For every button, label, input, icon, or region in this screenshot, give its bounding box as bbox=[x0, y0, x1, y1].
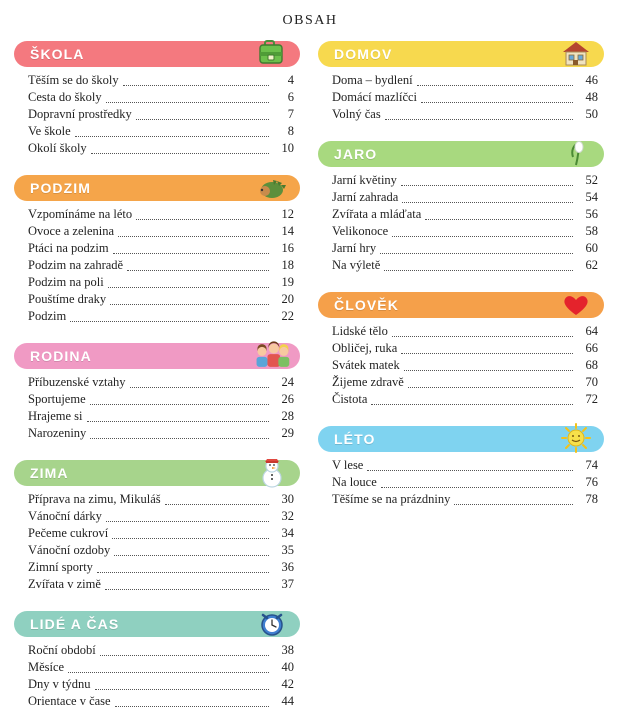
leader-dots bbox=[68, 671, 269, 673]
toc-entry[interactable]: Podzim 22 bbox=[28, 309, 294, 323]
leader-dots bbox=[118, 235, 269, 237]
section-rodina bbox=[14, 343, 300, 442]
leader-dots bbox=[75, 135, 269, 137]
section-title-domov: DOMOV bbox=[334, 46, 393, 62]
leader-dots bbox=[87, 420, 270, 422]
toc-entry[interactable]: Vánoční dárky 32 bbox=[28, 509, 294, 523]
leader-dots bbox=[384, 269, 573, 271]
contents-column-right bbox=[318, 41, 604, 512]
section-banner-zima[interactable] bbox=[14, 460, 300, 486]
toc-entry[interactable]: Dny v týdnu 42 bbox=[28, 677, 294, 691]
leader-dots bbox=[110, 303, 269, 305]
leader-dots bbox=[95, 688, 270, 690]
leader-dots bbox=[425, 218, 573, 220]
toc-entry[interactable]: Dopravní prostředky 7 bbox=[28, 107, 294, 121]
section-banner-skola[interactable] bbox=[14, 41, 300, 67]
section-podzim bbox=[14, 175, 300, 325]
leader-dots bbox=[114, 554, 269, 556]
toc-entry[interactable]: Narozeniny 29 bbox=[28, 426, 294, 440]
section-skola bbox=[14, 41, 300, 157]
toc-entry[interactable]: Zvířata a mláďata 56 bbox=[332, 207, 598, 221]
leader-dots bbox=[136, 118, 269, 120]
section-title-leto: LÉTO bbox=[334, 431, 376, 447]
section-jaro bbox=[318, 141, 604, 274]
section-banner-lide-a-cas[interactable] bbox=[14, 611, 300, 637]
contents-columns bbox=[14, 41, 606, 714]
toc-entry[interactable]: Sportujeme 26 bbox=[28, 392, 294, 406]
leader-dots bbox=[91, 152, 269, 154]
entries-rodina bbox=[14, 374, 300, 442]
snowman-icon bbox=[252, 452, 292, 492]
toc-entry[interactable]: Ptáci na podzim 16 bbox=[28, 241, 294, 255]
family-icon bbox=[252, 335, 292, 375]
leader-dots bbox=[380, 252, 573, 254]
toc-entry[interactable]: Vánoční ozdoby 35 bbox=[28, 543, 294, 557]
toc-entry[interactable]: Roční období 38 bbox=[28, 643, 294, 657]
leader-dots bbox=[392, 235, 573, 237]
leader-dots bbox=[106, 520, 269, 522]
entries-clovek bbox=[318, 323, 604, 408]
section-leto bbox=[318, 426, 604, 508]
toc-entry[interactable]: Cesta do školy 6 bbox=[28, 90, 294, 104]
entries-podzim bbox=[14, 206, 300, 325]
leader-dots bbox=[112, 537, 269, 539]
section-title-rodina: RODINA bbox=[30, 348, 92, 364]
leader-dots bbox=[401, 184, 573, 186]
section-zima bbox=[14, 460, 300, 593]
toc-entry[interactable]: Na výletě 62 bbox=[332, 258, 598, 272]
contents-column-left bbox=[14, 41, 300, 714]
toc-entry[interactable]: Zimní sporty 36 bbox=[28, 560, 294, 574]
toc-entry[interactable]: Ovoce a zelenina 14 bbox=[28, 224, 294, 238]
leader-dots bbox=[136, 218, 269, 220]
entries-leto bbox=[318, 457, 604, 508]
leader-dots bbox=[105, 588, 269, 590]
toc-entry[interactable]: Pouštíme draky 20 bbox=[28, 292, 294, 306]
toc-entry[interactable]: Vzpomínáme na léto 12 bbox=[28, 207, 294, 221]
leader-dots bbox=[123, 84, 269, 86]
leader-dots bbox=[90, 403, 269, 405]
leader-dots bbox=[97, 571, 269, 573]
toc-entry[interactable]: Zvířata v zimě 37 bbox=[28, 577, 294, 591]
leader-dots bbox=[402, 201, 573, 203]
toc-entry[interactable]: Těšíme se na prázdniny 78 bbox=[332, 492, 598, 506]
alarm-clock-icon bbox=[252, 603, 292, 643]
toc-entry[interactable]: Jarní hry 60 bbox=[332, 241, 598, 255]
leader-dots bbox=[90, 437, 269, 439]
toc-entry[interactable]: Volný čas 50 bbox=[332, 107, 598, 121]
toc-entry[interactable]: Podzim na poli 19 bbox=[28, 275, 294, 289]
leader-dots bbox=[421, 101, 573, 103]
leader-dots bbox=[115, 705, 269, 707]
leader-dots bbox=[165, 503, 269, 505]
toc-entry[interactable]: Hrajeme si 28 bbox=[28, 409, 294, 423]
toc-entry[interactable]: Obličej, ruka 66 bbox=[332, 341, 598, 355]
leader-dots bbox=[371, 403, 573, 405]
leader-dots bbox=[127, 269, 269, 271]
leader-dots bbox=[385, 118, 573, 120]
toc-entry[interactable]: V lese 74 bbox=[332, 458, 598, 472]
page-title: OBSAH bbox=[282, 13, 338, 28]
toc-entry[interactable]: Jarní květiny 52 bbox=[332, 173, 598, 187]
section-banner-clovek[interactable] bbox=[318, 292, 604, 318]
snowdrop-flower-icon bbox=[556, 133, 596, 173]
toc-entry[interactable]: Okolí školy 10 bbox=[28, 141, 294, 155]
entries-domov bbox=[318, 72, 604, 123]
entries-lide-a-cas bbox=[14, 642, 300, 710]
toc-entry[interactable]: Domácí mazlíčci 48 bbox=[332, 90, 598, 104]
toc-entry[interactable]: Těším se do školy 4 bbox=[28, 73, 294, 87]
leader-dots bbox=[106, 101, 269, 103]
toc-entry[interactable]: Měsíce 40 bbox=[28, 660, 294, 674]
leader-dots bbox=[100, 654, 269, 656]
toc-entry[interactable]: Žijeme zdravě 70 bbox=[332, 375, 598, 389]
section-title-skola: ŠKOLA bbox=[30, 46, 85, 62]
sun-icon bbox=[556, 418, 596, 458]
section-banner-leto[interactable] bbox=[318, 426, 604, 452]
toc-entry[interactable]: Pečeme cukroví 34 bbox=[28, 526, 294, 540]
toc-entry[interactable]: Velikonoce 58 bbox=[332, 224, 598, 238]
heart-icon bbox=[556, 284, 596, 324]
leader-dots bbox=[130, 386, 269, 388]
section-title-clovek: ČLOVĚK bbox=[334, 297, 399, 313]
leader-dots bbox=[401, 352, 573, 354]
section-title-lide-a-cas: LIDÉ A ČAS bbox=[30, 616, 120, 632]
leader-dots bbox=[404, 369, 573, 371]
leader-dots bbox=[70, 320, 269, 322]
toc-entry[interactable]: Podzim na zahradě 18 bbox=[28, 258, 294, 272]
section-banner-domov[interactable] bbox=[318, 41, 604, 67]
toc-entry[interactable]: Doma – bydlení 46 bbox=[332, 73, 598, 87]
toc-entry[interactable]: Čistota 72 bbox=[332, 392, 598, 406]
hedgehog-icon bbox=[252, 167, 292, 207]
toc-entry[interactable]: Příbuzenské vztahy 24 bbox=[28, 375, 294, 389]
toc-entry[interactable]: Ve škole 8 bbox=[28, 124, 294, 138]
entries-skola bbox=[14, 72, 300, 157]
house-icon bbox=[556, 33, 596, 73]
leader-dots bbox=[408, 386, 573, 388]
section-lide-a-cas bbox=[14, 611, 300, 710]
section-domov bbox=[318, 41, 604, 123]
leader-dots bbox=[417, 84, 573, 86]
toc-entry[interactable]: Na louce 76 bbox=[332, 475, 598, 489]
toc-entry[interactable]: Svátek matek 68 bbox=[332, 358, 598, 372]
section-title-zima: ZIMA bbox=[30, 465, 69, 481]
section-title-podzim: PODZIM bbox=[30, 180, 92, 196]
leader-dots bbox=[367, 469, 573, 471]
toc-entry[interactable]: Jarní zahrada 54 bbox=[332, 190, 598, 204]
section-title-jaro: JARO bbox=[334, 146, 378, 162]
toc-entry[interactable]: Lidské tělo 64 bbox=[332, 324, 598, 338]
leader-dots bbox=[454, 503, 573, 505]
entries-jaro bbox=[318, 172, 604, 274]
section-banner-podzim[interactable] bbox=[14, 175, 300, 201]
leader-dots bbox=[108, 286, 269, 288]
leader-dots bbox=[381, 486, 573, 488]
leader-dots bbox=[113, 252, 269, 254]
school-bag-icon bbox=[252, 33, 292, 73]
section-banner-jaro[interactable] bbox=[318, 141, 604, 167]
toc-entry[interactable]: Příprava na zimu, Mikuláš 30 bbox=[28, 492, 294, 506]
leader-dots bbox=[392, 335, 573, 337]
section-clovek bbox=[318, 292, 604, 408]
section-banner-rodina[interactable] bbox=[14, 343, 300, 369]
toc-entry[interactable]: Orientace v čase 44 bbox=[28, 694, 294, 708]
entries-zima bbox=[14, 491, 300, 593]
